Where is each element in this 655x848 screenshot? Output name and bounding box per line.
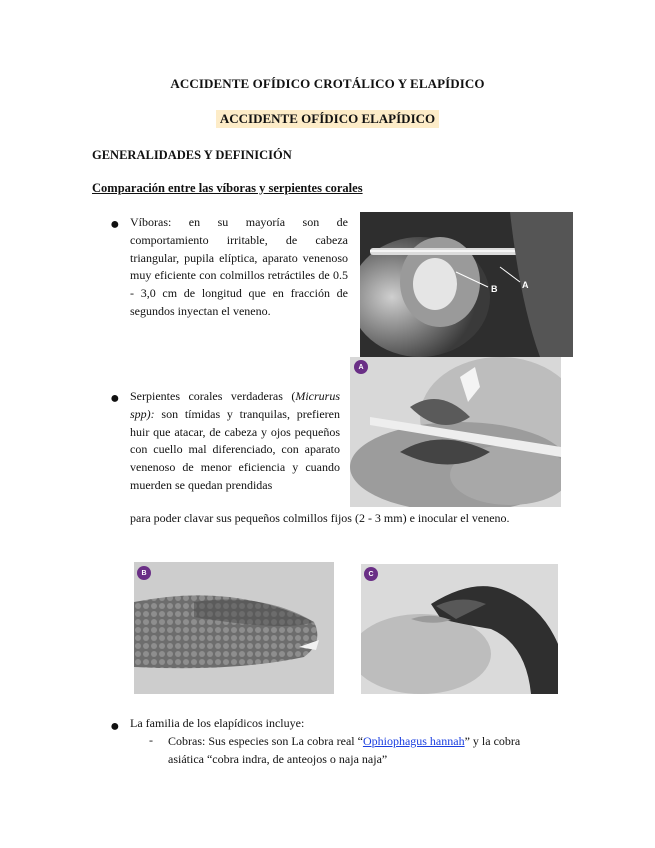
fang-photo-illustration — [360, 212, 573, 357]
corales-continuation: para poder clavar sus pequeños colmillos fijos (2 - 3 mm) e inocular el veneno. — [130, 511, 510, 525]
fang-photo — [360, 212, 573, 357]
snake-head-photo-b — [134, 562, 334, 694]
document-subtitle: ACCIDENTE OFÍDICO ELAPÍDICO — [216, 110, 439, 128]
snake-head-c-illustration — [361, 564, 558, 694]
dash-marker: - — [149, 733, 153, 747]
fig4-badge: C — [364, 567, 378, 581]
document-title: ACCIDENTE OFÍDICO CROTÁLICO Y ELAPÍDICO — [170, 76, 485, 91]
comparison-heading: Comparación entre las víboras y serpientes corales — [92, 181, 363, 195]
cobras-suffix: ” y la cobra — [464, 734, 521, 748]
bullet-marker: ● — [110, 216, 120, 233]
fig2-badge: A — [354, 360, 368, 374]
corales-text: son tímidas y tranquilas, prefieren huir que atacar, de cabeza y ojos pequeños con cuello mal diferenciado, con aparato venenoso de menor eficiencia y cuando muerden se quedan prendidas — [130, 406, 340, 492]
corales-label: Serpientes corales verdaderas ( — [130, 389, 296, 403]
corales-species: Micrurus spp): — [130, 389, 340, 421]
bullet-marker: ● — [110, 718, 120, 735]
cobras-line — [168, 732, 568, 750]
cobras-line-2: asiática “cobra indra, de anteojos o naja naja” — [168, 752, 388, 766]
fig1-label-b: B — [491, 284, 498, 294]
familia-line: La familia de los elapídicos incluye: — [130, 716, 305, 730]
snake-head-b-illustration — [134, 562, 334, 694]
snake-head-photo-c — [361, 564, 558, 694]
fig3-badge: B — [137, 566, 151, 580]
subtitle-wrap — [0, 110, 655, 128]
coral-snake-illustration — [350, 357, 561, 507]
fig1-label-a: A — [522, 280, 529, 290]
coral-snake-photo — [350, 357, 561, 507]
bullet-marker: ● — [110, 390, 120, 407]
section-heading: GENERALIDADES Y DEFINICIÓN — [92, 148, 292, 162]
corales-paragraph — [130, 388, 340, 495]
ophiophagus-link[interactable]: Ophiophagus hannah — [362, 734, 465, 748]
viboras-paragraph: Víboras: en su mayoría son de comportamiento irritable, de cabeza triangular, pupila elíptica, aparato venenoso muy eficiente con colmillos retráctiles de 0.5 - 3,0 cm de longitud que en fracción de segundos inyectan el veneno. — [130, 215, 348, 318]
cobras-prefix: Cobras: Sus especies son La cobra real “ — [168, 734, 363, 748]
